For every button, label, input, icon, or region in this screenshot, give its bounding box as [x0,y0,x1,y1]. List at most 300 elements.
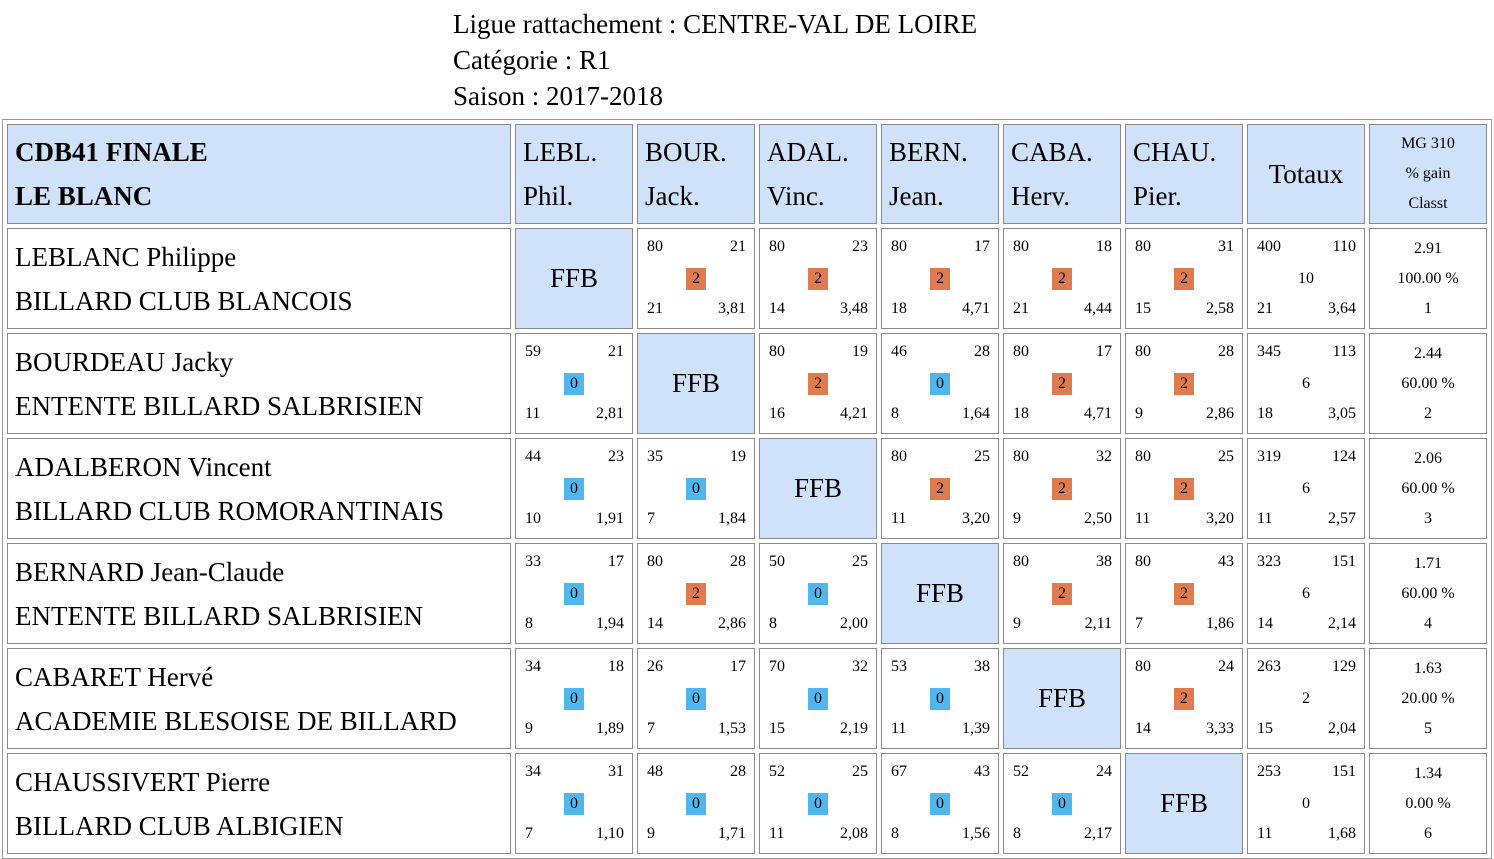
mg-header [1369,124,1487,224]
col-header-firstname: Pier. [1133,181,1182,211]
total-high-run: 21 [1257,300,1273,317]
match-innings: 43 [1218,553,1234,570]
gain-percent: 100.00 % [1397,269,1459,287]
match-points: 44 [525,448,541,465]
player-name: BERNARD Jean-Claude [15,556,285,587]
mg-cell [1369,543,1487,644]
total-average: 2,04 [1328,720,1356,737]
results-table [2,119,1492,859]
match-average: 4,44 [1084,300,1112,317]
match-innings: 25 [1218,448,1234,465]
match-high-run: 18 [891,300,907,317]
player-name: BOURDEAU Jacky [15,346,234,377]
match-average: 2,19 [840,720,868,737]
col-header-2 [637,124,755,224]
col-header-firstname: Jean. [889,181,944,211]
gain-percent: 60.00 % [1401,374,1455,392]
total-average: 1,68 [1328,825,1356,842]
match-average: 2,58 [1206,300,1234,317]
match-points-badge-loss: 0 [564,478,584,500]
total-high-run: 14 [1257,615,1273,632]
match-points-badge-win: 2 [1174,688,1194,710]
match-points: 34 [525,763,541,780]
match-result-cell [1003,228,1121,329]
match-innings: 31 [608,763,624,780]
col-header-surname: CHAU. [1133,137,1217,167]
player-row [7,228,1487,329]
col-header-3 [759,124,877,224]
general-average: 2.44 [1414,344,1442,362]
total-innings: 124 [1332,448,1356,465]
self-match-cell: FFB [881,543,999,644]
match-points: 35 [647,448,663,465]
match-high-run: 14 [1135,720,1151,737]
player-name: LEBLANC Philippe [15,241,237,272]
total-high-run: 18 [1257,405,1273,422]
match-result-cell [637,648,755,749]
player-name: ADALBERON Vincent [15,451,272,482]
match-points: 80 [1135,448,1151,465]
player-row [7,753,1487,854]
match-innings: 28 [730,553,746,570]
player-club: BILLARD CLUB ALBIGIEN [15,810,344,841]
total-match-points: 0 [1302,794,1310,812]
mg-header-rank: Classt [1408,195,1448,212]
mg-header-gain: % gain [1405,165,1451,182]
match-points: 80 [891,238,907,255]
match-result-cell [637,753,755,854]
match-result-cell [637,438,755,539]
total-innings: 110 [1332,238,1356,255]
saison-heading: Saison : 2017-2018 [453,81,664,111]
match-average: 1,86 [1206,615,1234,632]
match-innings: 32 [1096,448,1112,465]
ligue-heading: Ligue rattachement : CENTRE-VAL DE LOIRE [453,9,978,39]
player-name-cell [7,753,511,854]
match-average: 3,81 [718,300,746,317]
match-points: 46 [891,343,907,360]
match-innings: 25 [852,763,868,780]
match-points-badge-loss: 0 [564,793,584,815]
match-high-run: 10 [525,510,541,527]
match-average: 1,94 [596,615,624,632]
match-points: 34 [525,658,541,675]
total-average: 3,64 [1328,300,1356,317]
total-points: 345 [1257,343,1281,360]
match-innings: 43 [974,763,990,780]
match-high-run: 11 [891,510,907,527]
match-result-cell [515,543,633,644]
match-high-run: 8 [1013,825,1021,842]
match-points: 80 [647,238,663,255]
match-average: 4,71 [1084,405,1112,422]
match-points-badge-loss: 0 [930,688,950,710]
match-average: 2,86 [718,615,746,632]
col-header-1 [515,124,633,224]
match-average: 1,71 [718,825,746,842]
mg-cell [1369,753,1487,854]
self-match-cell: FFB [637,333,755,434]
match-high-run: 7 [647,510,655,527]
match-points: 80 [1135,238,1151,255]
col-header-4 [881,124,999,224]
total-average: 3,05 [1328,405,1356,422]
categorie-heading: Catégorie : R1 [453,45,611,75]
match-points-badge-win: 2 [1052,268,1072,290]
match-points: 80 [769,238,785,255]
match-innings: 21 [730,238,746,255]
match-average: 4,21 [840,405,868,422]
match-result-cell [881,228,999,329]
total-high-run: 11 [1257,510,1273,527]
match-average: 3,48 [840,300,868,317]
match-result-cell [515,333,633,434]
player-club: BILLARD CLUB ROMORANTINAIS [15,495,445,526]
match-high-run: 11 [525,405,541,422]
match-innings: 17 [974,238,990,255]
match-high-run: 14 [647,615,663,632]
match-result-cell [1125,438,1243,539]
match-points: 80 [1135,658,1151,675]
match-points: 33 [525,553,541,570]
match-points-badge-win: 2 [1174,373,1194,395]
total-match-points: 6 [1302,479,1310,497]
match-average: 1,84 [718,510,746,527]
match-result-cell [1003,333,1121,434]
match-high-run: 9 [1135,405,1143,422]
match-high-run: 8 [891,405,899,422]
match-average: 1,10 [596,825,624,842]
match-points: 59 [525,343,541,360]
match-points-badge-loss: 0 [564,373,584,395]
totals-header: Totaux [1247,124,1365,224]
col-header-surname: ADAL. [767,137,849,167]
match-average: 4,71 [962,300,990,317]
match-points: 80 [1135,553,1151,570]
gain-percent: 60.00 % [1401,584,1455,602]
match-points: 67 [891,763,907,780]
totals-cell [1247,438,1365,539]
match-points-badge-win: 2 [1174,268,1194,290]
match-high-run: 16 [769,405,785,422]
total-match-points: 6 [1302,374,1310,392]
match-innings: 28 [974,343,990,360]
match-result-cell [1125,543,1243,644]
match-average: 1,39 [962,720,990,737]
match-points-badge-win: 2 [930,478,950,500]
col-header-5 [1003,124,1121,224]
match-result-cell [1003,753,1121,854]
header-row [7,124,1487,224]
match-result-cell [759,648,877,749]
match-result-cell [881,648,999,749]
match-innings: 28 [1218,343,1234,360]
match-result-cell [759,543,877,644]
match-high-run: 18 [1013,405,1029,422]
total-match-points: 6 [1302,584,1310,602]
results-body [7,228,1487,854]
match-points: 80 [647,553,663,570]
self-match-cell: FFB [1125,753,1243,854]
match-innings: 38 [1096,553,1112,570]
gain-percent: 60.00 % [1401,479,1455,497]
match-points-badge-loss: 0 [930,793,950,815]
ranking: 3 [1424,509,1432,527]
match-points-badge-win: 2 [1052,478,1072,500]
player-name: CHAUSSIVERT Pierre [15,766,271,797]
self-match-cell: FFB [515,228,633,329]
total-points: 319 [1257,448,1281,465]
match-innings: 18 [608,658,624,675]
player-name-cell [7,648,511,749]
match-points: 52 [769,763,785,780]
match-average: 2,00 [840,615,868,632]
match-result-cell [881,438,999,539]
match-result-cell [759,333,877,434]
match-innings: 31 [1218,238,1234,255]
match-points-badge-win: 2 [930,268,950,290]
match-innings: 32 [852,658,868,675]
mg-cell [1369,648,1487,749]
match-innings: 17 [730,658,746,675]
self-match-cell: FFB [759,438,877,539]
total-points: 400 [1257,238,1281,255]
match-high-run: 11 [769,825,785,842]
match-innings: 19 [730,448,746,465]
mg-cell [1369,228,1487,329]
player-name: CABARET Hervé [15,661,214,692]
match-high-run: 15 [769,720,785,737]
ranking: 6 [1424,824,1432,842]
match-average: 2,08 [840,825,868,842]
general-average: 2.06 [1414,449,1442,467]
match-innings: 19 [852,343,868,360]
match-points-badge-win: 2 [808,268,828,290]
gain-percent: 20.00 % [1401,689,1455,707]
match-points-badge-loss: 0 [808,688,828,710]
match-points: 80 [1013,448,1029,465]
match-average: 1,89 [596,720,624,737]
match-average: 2,11 [1084,615,1112,632]
totals-cell [1247,333,1365,434]
match-innings: 25 [852,553,868,570]
total-high-run: 11 [1257,825,1273,842]
col-header-firstname: Jack. [645,181,700,211]
match-result-cell [759,753,877,854]
match-points: 80 [1013,238,1029,255]
totals-cell [1247,753,1365,854]
match-high-run: 8 [891,825,899,842]
match-result-cell [515,753,633,854]
match-points: 80 [891,448,907,465]
match-points: 70 [769,658,785,675]
match-result-cell [637,543,755,644]
match-average: 2,17 [1084,825,1112,842]
match-result-cell [881,333,999,434]
col-header-surname: LEBL. [523,137,598,167]
player-name-cell [7,438,511,539]
general-average: 1.63 [1414,659,1442,677]
col-header-6 [1125,124,1243,224]
player-row [7,333,1487,434]
match-high-run: 15 [1135,300,1151,317]
match-innings: 23 [852,238,868,255]
match-points-badge-loss: 0 [686,793,706,815]
total-match-points: 2 [1302,689,1310,707]
player-row [7,543,1487,644]
self-match-cell: FFB [1003,648,1121,749]
total-match-points: 10 [1298,269,1314,287]
match-average: 3,20 [962,510,990,527]
match-points-badge-loss: 0 [686,688,706,710]
match-points-badge-loss: 0 [686,478,706,500]
match-high-run: 9 [1013,615,1021,632]
total-points: 263 [1257,658,1281,675]
ranking: 4 [1424,614,1432,632]
match-result-cell [1125,228,1243,329]
player-row [7,438,1487,539]
mg-cell [1369,333,1487,434]
total-innings: 151 [1332,553,1356,570]
match-innings: 24 [1096,763,1112,780]
match-high-run: 7 [1135,615,1143,632]
ranking: 5 [1424,719,1432,737]
match-average: 1,64 [962,405,990,422]
match-points-badge-loss: 0 [564,688,584,710]
player-name-cell [7,228,511,329]
player-name-cell [7,333,511,434]
mg-cell [1369,438,1487,539]
match-points: 48 [647,763,663,780]
match-result-cell [515,648,633,749]
competition-title: CDB41 FINALE [15,137,208,167]
match-high-run: 8 [525,615,533,632]
player-club: ENTENTE BILLARD SALBRISIEN [15,600,423,631]
totals-cell [1247,648,1365,749]
match-high-run: 11 [1135,510,1151,527]
match-points-badge-win: 2 [1174,478,1194,500]
player-club: ENTENTE BILLARD SALBRISIEN [15,390,423,421]
match-points: 53 [891,658,907,675]
general-average: 2.91 [1414,239,1442,257]
match-points-badge-win: 2 [686,268,706,290]
match-points-badge-win: 2 [1174,583,1194,605]
match-average: 2,86 [1206,405,1234,422]
match-points-badge-win: 2 [1052,373,1072,395]
totals-cell [1247,543,1365,644]
match-high-run: 7 [647,720,655,737]
player-club: BILLARD CLUB BLANCOIS [15,285,353,316]
match-result-cell [515,438,633,539]
match-innings: 17 [1096,343,1112,360]
match-points-badge-loss: 0 [808,583,828,605]
match-average: 3,20 [1206,510,1234,527]
match-high-run: 9 [525,720,533,737]
general-average: 1.34 [1414,764,1442,782]
match-result-cell [1125,333,1243,434]
total-average: 2,57 [1328,510,1356,527]
match-high-run: 8 [769,615,777,632]
match-high-run: 7 [525,825,533,842]
total-innings: 151 [1332,763,1356,780]
competition-location: LE BLANC [15,181,153,211]
match-innings: 18 [1096,238,1112,255]
match-average: 3,33 [1206,720,1234,737]
ranking: 2 [1424,404,1432,422]
match-points: 80 [1013,343,1029,360]
match-points: 50 [769,553,785,570]
col-header-surname: BOUR. [645,137,727,167]
match-innings: 17 [608,553,624,570]
match-points-badge-loss: 0 [1052,793,1072,815]
match-result-cell [1125,648,1243,749]
total-average: 2,14 [1328,615,1356,632]
total-high-run: 15 [1257,720,1273,737]
match-average: 1,91 [596,510,624,527]
match-points: 80 [1013,553,1029,570]
match-high-run: 9 [1013,510,1021,527]
match-result-cell [1003,438,1121,539]
match-points: 52 [1013,763,1029,780]
match-average: 1,56 [962,825,990,842]
total-points: 253 [1257,763,1281,780]
match-innings: 23 [608,448,624,465]
competition-title-cell [7,124,511,224]
col-header-surname: BERN. [889,137,968,167]
match-average: 2,50 [1084,510,1112,527]
col-header-surname: CABA. [1011,137,1093,167]
match-innings: 25 [974,448,990,465]
match-points-badge-win: 2 [808,373,828,395]
match-points-badge-loss: 0 [930,373,950,395]
player-row [7,648,1487,749]
total-points: 323 [1257,553,1281,570]
match-high-run: 21 [647,300,663,317]
col-header-firstname: Vinc. [767,181,825,211]
match-result-cell [1003,543,1121,644]
match-result-cell [759,228,877,329]
match-innings: 21 [608,343,624,360]
match-high-run: 21 [1013,300,1029,317]
match-points: 26 [647,658,663,675]
player-name-cell [7,543,511,644]
general-average: 1.71 [1414,554,1442,572]
match-points-badge-win: 2 [686,583,706,605]
totals-cell [1247,228,1365,329]
col-header-firstname: Phil. [523,181,574,211]
match-average: 2,81 [596,405,624,422]
match-result-cell [637,228,755,329]
match-points-badge-loss: 0 [808,793,828,815]
match-result-cell [881,753,999,854]
match-innings: 24 [1218,658,1234,675]
player-club: ACADEMIE BLESOISE DE BILLARD [15,705,457,736]
match-high-run: 14 [769,300,785,317]
mg-header-average: MG 310 [1401,135,1455,152]
match-high-run: 11 [891,720,907,737]
total-innings: 129 [1332,658,1356,675]
match-innings: 38 [974,658,990,675]
match-high-run: 9 [647,825,655,842]
match-innings: 28 [730,763,746,780]
match-points: 80 [769,343,785,360]
match-points-badge-win: 2 [1052,583,1072,605]
total-innings: 113 [1332,343,1356,360]
col-header-firstname: Herv. [1011,181,1070,211]
match-points-badge-loss: 0 [564,583,584,605]
gain-percent: 0.00 % [1405,794,1451,812]
match-average: 1,53 [718,720,746,737]
